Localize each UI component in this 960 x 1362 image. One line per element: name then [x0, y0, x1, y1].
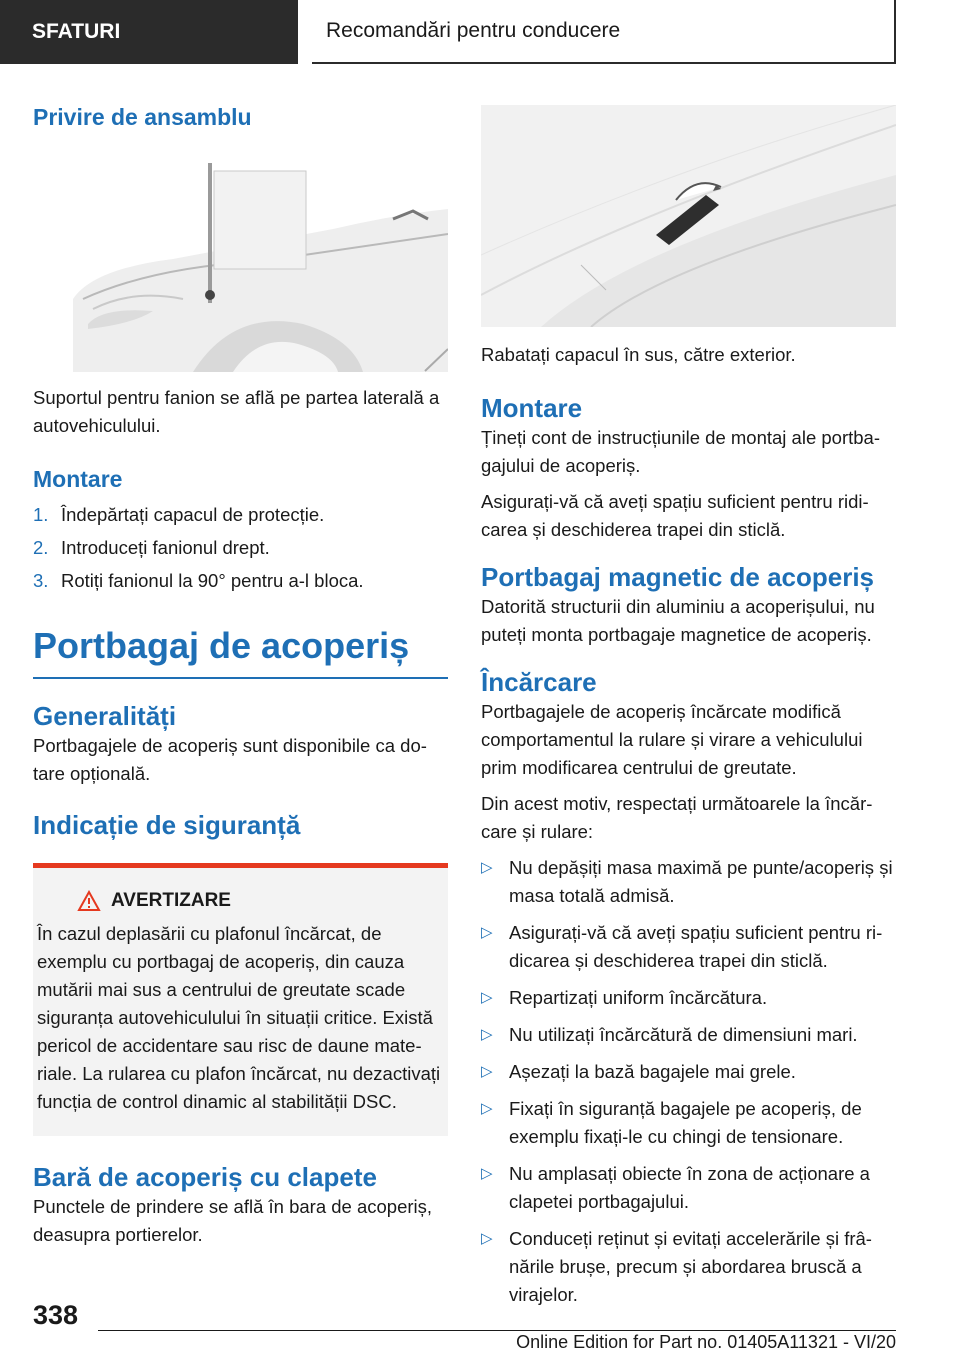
list-item: ▷ Asigurați-vă că aveți spațiu suficient pentru ridicarea și deschiderea trapei din sticlă.: [481, 919, 896, 975]
bar-text: Punctele de prindere se află în bara de acoperiș, deasupra portierelor.: [33, 1196, 433, 1245]
general-text: Portbagajele de acoperiș sunt disponibile ca dotare opțională.: [33, 735, 427, 784]
bullet-triangle-icon: ▷: [481, 859, 493, 876]
bullet-triangle-icon: ▷: [481, 1230, 493, 1247]
roof-cover-illustration: [481, 105, 896, 327]
list-item: ▷ Așezați la bază bagajele mai grele.: [481, 1058, 896, 1086]
car-flag-icon: [33, 149, 448, 372]
left-column: [33, 96, 448, 1249]
chapter-title: [312, 0, 896, 64]
mount-heading-left: Montare: [33, 466, 123, 492]
overview-caption: Suportul pentru fanion se află pe partea laterală a autovehiculului.: [33, 387, 440, 436]
list-item: 1. Îndepărtați capacul de protecție.: [33, 504, 325, 525]
load-p2: Din acest motiv, respectați următoarele la încărcare și rulare:: [481, 793, 873, 842]
bullet-triangle-icon: ▷: [481, 1063, 493, 1080]
safety-heading: Indicație de siguranță: [33, 810, 301, 840]
roof-cover-caption: Rabatați capacul în sus, către exterior.: [481, 344, 796, 365]
roof-cover-icon: [481, 105, 896, 327]
chapter-title-text: Recomandări pentru conducere: [326, 19, 621, 42]
bullet-triangle-icon: ▷: [481, 1165, 493, 1182]
general-heading: Generalități: [33, 701, 177, 731]
bar-heading: Bară de acoperiș cu clapete: [33, 1162, 377, 1192]
list-item: ▷ Conduceți reținut și evitați accelerările și frânările brușe, precum și abordarea bruscă a virajelor.: [481, 1225, 896, 1309]
list-item: ▷ Fixați în siguranță bagajele pe acoperiș, de exemplu fixați-le cu chingi de tensionare.: [481, 1095, 896, 1151]
warning-label: AVERTIZARE: [111, 890, 231, 911]
page-number: 338: [33, 1300, 79, 1330]
list-item: ▷ Nu utilizați încărcătură de dimensiuni mari.: [481, 1021, 896, 1049]
load-bullets-list: [481, 854, 896, 1309]
list-item: ▷ Nu depășiți masa maximă pe punte/acoperiș și masa totală admisă.: [481, 854, 896, 910]
warning-title: [77, 890, 442, 912]
flag-holder-illustration: [33, 149, 448, 372]
load-p1: Portbagajele de acoperiș încărcate modifică comportamentul la rulare și virare a vehiculului prim modificarea centrului de greutate.: [481, 701, 863, 778]
list-item: ▷ Repartizați uniform încărcătura.: [481, 984, 896, 1012]
magnetic-heading: Portbagaj magnetic de acoperiș: [481, 562, 875, 592]
bullet-triangle-icon: ▷: [481, 989, 493, 1006]
bullet-triangle-icon: ▷: [481, 924, 493, 941]
footer-divider: [98, 1330, 896, 1331]
warning-text: În cazul deplasării cu plafonul încărcat, de exemplu cu portbagaj de acoperiș, din cauza mutării mai sus a centrului de greutate scade siguranța autovehiculului în situații critice. Există pericol de accidentare sau risc de daune materiale. La rularea cu plafon încărcat, nu dezactivați funcția de control dinamic al stabilității DSC.: [37, 923, 441, 1112]
warning-triangle-icon: [77, 890, 101, 912]
section-tab: SFATURI: [0, 0, 298, 64]
mount-p1: Țineți cont de instrucțiunile de montaj ale portbagajului de acoperiș.: [481, 427, 881, 476]
load-heading: Încărcare: [481, 667, 597, 697]
overview-heading: Privire de ansamblu: [33, 104, 252, 130]
right-column: [481, 105, 896, 1318]
roof-chapter-title: Portbagaj de acoperiș: [33, 625, 448, 679]
mount-steps-list: [33, 501, 448, 595]
list-item: ▷ Nu amplasați obiecte în zona de acționare a clapetei portbagajului.: [481, 1160, 896, 1216]
warning-box: [33, 863, 448, 1136]
edition-text: Online Edition for Part no. 01405A11321 - VI/20: [516, 1332, 896, 1352]
mount-p2: Asigurați-vă că aveți spațiu suficient pentru ridicarea și deschiderea trapei din sticlă.: [481, 491, 869, 540]
list-item: 3. Rotiți fanionul la 90° pentru a-l bloca.: [33, 570, 364, 591]
bullet-triangle-icon: ▷: [481, 1100, 493, 1117]
mount-heading-right: Montare: [481, 393, 583, 423]
bullet-triangle-icon: ▷: [481, 1026, 493, 1043]
magnetic-text: Datorită structurii din aluminiu a acoperișului, nu puteți monta portbagaje magnetice de acoperiș.: [481, 596, 875, 645]
list-item: 2. Introduceți fanionul drept.: [33, 537, 270, 558]
